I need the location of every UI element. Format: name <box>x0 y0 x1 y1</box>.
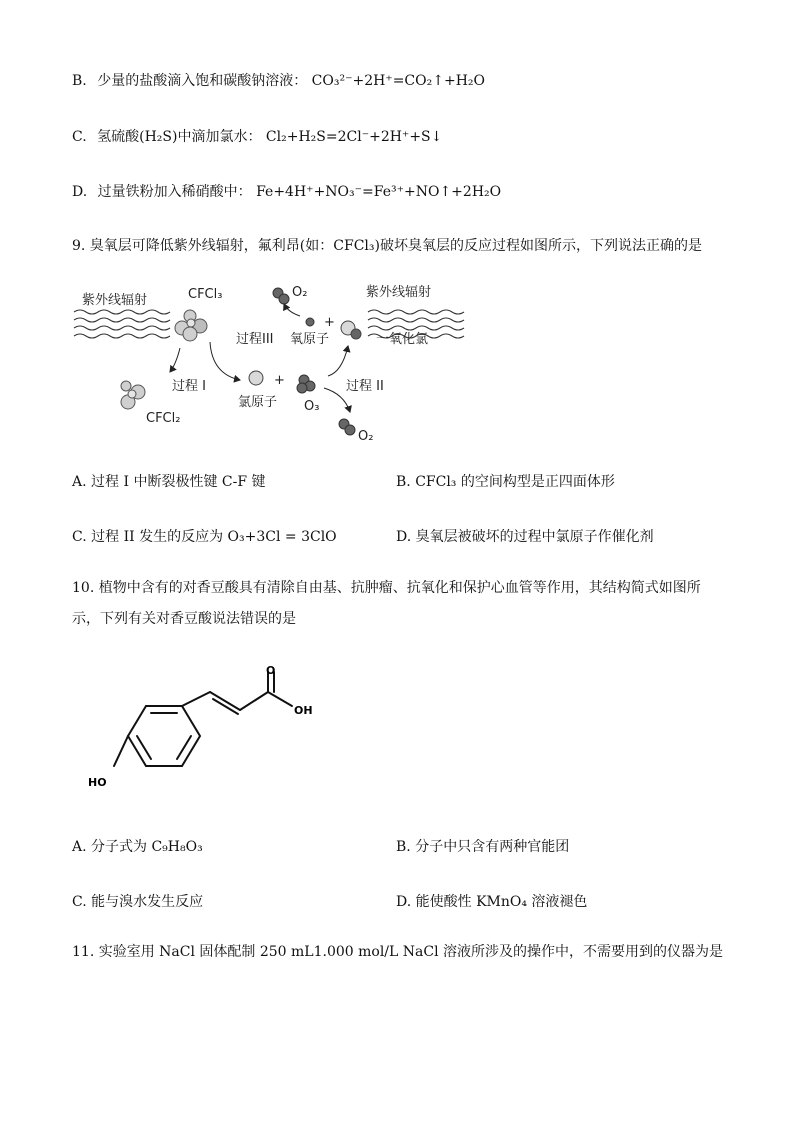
o2-top-label: O₂ <box>292 285 308 300</box>
process-3-label: 过程III <box>236 332 274 347</box>
oxygen-atom-dot <box>306 318 314 326</box>
q8-option-d-formula: Fe+4H⁺+NO₃⁻=Fe³⁺+NO↑+2H₂O <box>256 184 502 200</box>
process-2-label: 过程 II <box>346 379 384 394</box>
q11-stem: 11. 实验室用 NaCl 固体配制 250 mL1.000 mol/L NaCl 溶液所涉及的操作中，不需要用到的仪器为是 <box>72 944 724 960</box>
q9-option-b: B. CFCl₃ 的空间构型是正四面体形 <box>396 474 615 490</box>
process-1-label: 过程 I <box>172 379 206 394</box>
o2-top-molecule <box>273 288 289 304</box>
q8-option-c-text: 氢硫酸(H₂S)中滴加氯水： <box>97 129 262 145</box>
q8-option-d-label: D. <box>72 184 88 200</box>
q8-option-b <box>72 71 485 91</box>
q10-option-d: D. 能使酸性 KMnO₄ 溶液褪色 <box>396 894 588 910</box>
q8-option-d <box>72 182 501 202</box>
uv-waves-left <box>74 310 170 338</box>
plus-top: + <box>324 315 335 330</box>
o2-bottom-label: O₂ <box>358 429 374 444</box>
uv-right-label: 紫外线辐射 <box>366 285 432 300</box>
plus-mid: + <box>274 373 285 388</box>
q8-option-d-text: 过量铁粉加入稀硝酸中： <box>97 184 252 200</box>
cfcl3-molecule <box>175 310 207 341</box>
q8-option-c-formula: Cl₂+H₂S=2Cl⁻+2H⁺+S↓ <box>265 129 443 145</box>
q8-option-b-text: 少量的盐酸滴入饱和碳酸钠溶液： <box>97 73 308 89</box>
clo-molecule <box>341 321 361 339</box>
acid-oh-label: OH <box>294 704 313 717</box>
q8-option-b-formula: CO₃²⁻+2H⁺=CO₂↑+H₂O <box>311 73 485 89</box>
clo-label: 一氧化氯 <box>376 332 429 347</box>
q10-option-a: A. 分子式为 C₉H₈O₃ <box>72 839 203 855</box>
q10-stem-line2: 示，下列有关对香豆酸说法错误的是 <box>72 611 296 627</box>
o2-bottom-molecule <box>339 419 355 435</box>
carbonyl-o-label: O <box>266 666 276 677</box>
q10-option-b: B. 分子中只含有两种官能团 <box>396 839 570 855</box>
q8-option-c <box>72 127 442 147</box>
q9-option-a: A. 过程 I 中断裂极性键 C-F 键 <box>72 474 266 490</box>
q8-option-b-label: B. <box>72 73 87 89</box>
oxygen-atom-label: 氧原子 <box>290 332 330 347</box>
cfcl3-label: CFCl₃ <box>188 287 223 302</box>
cfcl2-label: CFCl₂ <box>146 411 181 426</box>
q9-option-d: D. 臭氧层被破坏的过程中氯原子作催化剂 <box>396 529 654 545</box>
ozone-depletion-diagram <box>72 276 472 448</box>
o3-molecule <box>297 375 315 393</box>
q9-stem: 9. 臭氧层可降低紫外线辐射，氟利昂(如：CFCl₃)破坏臭氧层的反应过程如图所示，下列说法正确的是 <box>72 238 702 254</box>
cfcl2-molecule <box>121 381 145 409</box>
q8-option-c-label: C. <box>72 129 87 145</box>
uv-left-label: 紫外线辐射 <box>82 293 148 308</box>
q10-option-c: C. 能与溴水发生反应 <box>72 894 204 910</box>
phenol-ho-label: HO <box>88 776 107 789</box>
q9-option-c: C. 过程 II 发生的反应为 O₃+3Cl = 3ClO <box>72 529 337 545</box>
p-coumaric-acid-structure <box>80 666 340 796</box>
chlorine-atom-label: 氯原子 <box>238 395 278 410</box>
o3-label: O₃ <box>304 399 320 414</box>
q10-stem-line1: 10. 植物中含有的对香豆酸具有清除自由基、抗肿瘤、抗氧化和保护心血管等作用，其结构简式如图所 <box>72 580 701 596</box>
chlorine-atom-dot <box>249 371 263 385</box>
